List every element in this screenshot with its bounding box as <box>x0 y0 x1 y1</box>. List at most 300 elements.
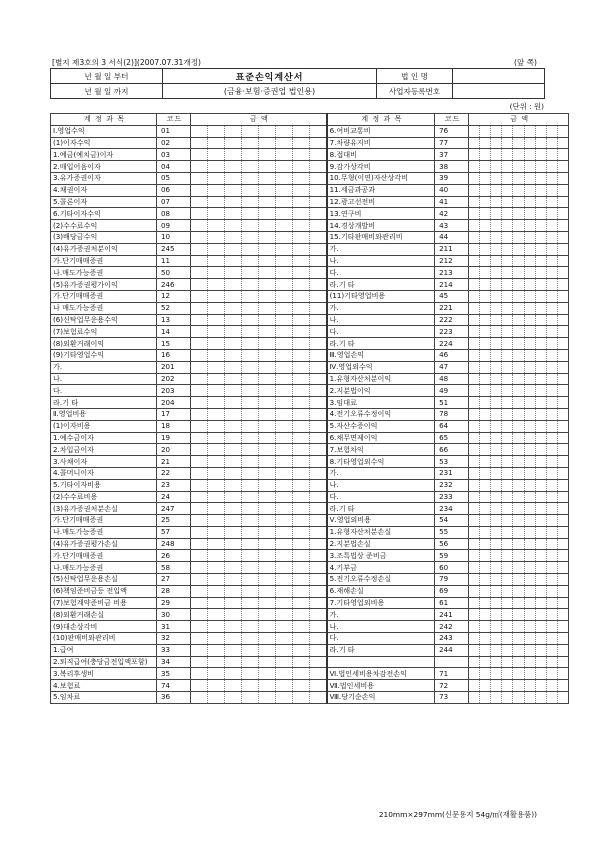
right-amount-cell[interactable] <box>480 361 491 373</box>
left-amount-cell[interactable] <box>208 692 225 704</box>
left-amount-cell[interactable] <box>259 538 276 550</box>
left-amount-cell[interactable] <box>310 644 327 656</box>
right-amount-cell[interactable] <box>480 621 491 633</box>
left-amount-cell[interactable] <box>310 279 327 291</box>
left-amount-cell[interactable] <box>276 231 293 243</box>
right-amount-cell[interactable] <box>491 184 502 196</box>
right-amount-cell[interactable] <box>491 338 502 350</box>
left-amount-cell[interactable] <box>225 184 242 196</box>
left-amount-cell[interactable] <box>208 621 225 633</box>
right-amount-cell[interactable] <box>546 338 557 350</box>
left-amount-cell[interactable] <box>242 621 259 633</box>
left-amount-cell[interactable] <box>242 338 259 350</box>
left-amount-cell[interactable] <box>310 125 327 137</box>
right-amount-cell[interactable] <box>546 408 557 420</box>
left-amount-cell[interactable] <box>225 208 242 220</box>
left-amount-cell[interactable] <box>225 621 242 633</box>
left-amount-cell[interactable] <box>191 621 208 633</box>
left-amount-cell[interactable] <box>191 609 208 621</box>
right-amount-cell[interactable] <box>513 538 524 550</box>
right-amount-cell[interactable] <box>535 267 546 279</box>
left-amount-cell[interactable] <box>208 479 225 491</box>
right-amount-cell[interactable] <box>513 633 524 645</box>
right-amount-cell[interactable] <box>546 597 557 609</box>
left-amount-cell[interactable] <box>259 326 276 338</box>
right-amount-cell[interactable] <box>535 196 546 208</box>
right-amount-cell[interactable] <box>502 585 513 597</box>
left-amount-cell[interactable] <box>242 172 259 184</box>
right-amount-cell[interactable] <box>469 491 480 503</box>
right-amount-cell[interactable] <box>513 503 524 515</box>
right-amount-cell[interactable] <box>524 692 535 704</box>
left-amount-cell[interactable] <box>225 279 242 291</box>
left-amount-cell[interactable] <box>310 562 327 574</box>
left-amount-cell[interactable] <box>191 302 208 314</box>
left-amount-cell[interactable] <box>293 668 310 680</box>
right-amount-cell[interactable] <box>480 609 491 621</box>
left-amount-cell[interactable] <box>225 550 242 562</box>
left-amount-cell[interactable] <box>191 161 208 173</box>
right-amount-cell[interactable] <box>491 172 502 184</box>
left-amount-cell[interactable] <box>276 302 293 314</box>
right-amount-cell[interactable] <box>557 526 568 538</box>
right-amount-cell[interactable] <box>557 361 568 373</box>
left-amount-cell[interactable] <box>310 597 327 609</box>
right-amount-cell[interactable] <box>546 609 557 621</box>
right-amount-cell[interactable] <box>535 432 546 444</box>
right-amount-cell[interactable] <box>546 279 557 291</box>
right-amount-cell[interactable] <box>524 621 535 633</box>
right-amount-cell[interactable] <box>491 467 502 479</box>
left-amount-cell[interactable] <box>259 149 276 161</box>
left-amount-cell[interactable] <box>225 172 242 184</box>
right-amount-cell[interactable] <box>469 361 480 373</box>
right-amount-cell[interactable] <box>480 644 491 656</box>
right-amount-cell[interactable] <box>491 456 502 468</box>
left-amount-cell[interactable] <box>225 385 242 397</box>
right-amount-cell[interactable] <box>502 243 513 255</box>
right-amount-cell[interactable] <box>557 267 568 279</box>
right-amount-cell[interactable] <box>524 196 535 208</box>
right-amount-cell[interactable] <box>502 326 513 338</box>
right-amount-cell[interactable] <box>557 231 568 243</box>
right-amount-cell[interactable] <box>557 290 568 302</box>
right-amount-cell[interactable] <box>480 243 491 255</box>
right-amount-cell[interactable] <box>491 621 502 633</box>
left-amount-cell[interactable] <box>259 503 276 515</box>
right-amount-cell[interactable] <box>491 538 502 550</box>
right-amount-cell[interactable] <box>469 125 480 137</box>
right-amount-cell[interactable] <box>535 255 546 267</box>
right-amount-cell[interactable] <box>502 644 513 656</box>
left-amount-cell[interactable] <box>191 231 208 243</box>
right-amount-cell[interactable] <box>480 208 491 220</box>
right-amount-cell[interactable] <box>502 220 513 232</box>
left-amount-cell[interactable] <box>225 585 242 597</box>
right-amount-cell[interactable] <box>469 644 480 656</box>
left-amount-cell[interactable] <box>191 432 208 444</box>
left-amount-cell[interactable] <box>310 621 327 633</box>
left-amount-cell[interactable] <box>208 467 225 479</box>
left-amount-cell[interactable] <box>259 668 276 680</box>
right-amount-cell[interactable] <box>480 692 491 704</box>
left-amount-cell[interactable] <box>208 161 225 173</box>
right-amount-cell[interactable] <box>535 385 546 397</box>
right-amount-cell[interactable] <box>480 184 491 196</box>
left-amount-cell[interactable] <box>242 656 259 668</box>
right-amount-cell[interactable] <box>524 302 535 314</box>
right-amount-cell[interactable] <box>502 538 513 550</box>
right-amount-cell[interactable] <box>524 290 535 302</box>
right-amount-cell[interactable] <box>557 538 568 550</box>
left-amount-cell[interactable] <box>293 444 310 456</box>
right-amount-cell[interactable] <box>469 385 480 397</box>
right-amount-cell[interactable] <box>546 397 557 409</box>
left-amount-cell[interactable] <box>276 243 293 255</box>
right-amount-cell[interactable] <box>491 526 502 538</box>
left-amount-cell[interactable] <box>191 184 208 196</box>
right-amount-cell[interactable] <box>557 656 568 668</box>
right-amount-cell[interactable] <box>502 515 513 527</box>
left-amount-cell[interactable] <box>310 467 327 479</box>
right-amount-cell[interactable] <box>524 420 535 432</box>
left-amount-cell[interactable] <box>276 125 293 137</box>
right-amount-cell[interactable] <box>546 444 557 456</box>
left-amount-cell[interactable] <box>293 314 310 326</box>
right-amount-cell[interactable] <box>557 172 568 184</box>
right-amount-cell[interactable] <box>524 633 535 645</box>
left-amount-cell[interactable] <box>191 243 208 255</box>
left-amount-cell[interactable] <box>293 208 310 220</box>
right-amount-cell[interactable] <box>502 125 513 137</box>
left-amount-cell[interactable] <box>310 137 327 149</box>
right-amount-cell[interactable] <box>546 692 557 704</box>
right-amount-cell[interactable] <box>557 597 568 609</box>
right-amount-cell[interactable] <box>502 184 513 196</box>
right-amount-cell[interactable] <box>513 161 524 173</box>
right-amount-cell[interactable] <box>469 585 480 597</box>
left-amount-cell[interactable] <box>310 538 327 550</box>
right-amount-cell[interactable] <box>546 432 557 444</box>
right-amount-cell[interactable] <box>513 585 524 597</box>
left-amount-cell[interactable] <box>276 656 293 668</box>
right-amount-cell[interactable] <box>469 302 480 314</box>
right-amount-cell[interactable] <box>491 361 502 373</box>
left-amount-cell[interactable] <box>310 290 327 302</box>
right-amount-cell[interactable] <box>491 432 502 444</box>
right-amount-cell[interactable] <box>546 290 557 302</box>
left-amount-cell[interactable] <box>259 550 276 562</box>
left-amount-cell[interactable] <box>259 361 276 373</box>
left-amount-cell[interactable] <box>276 326 293 338</box>
right-amount-cell[interactable] <box>546 220 557 232</box>
left-amount-cell[interactable] <box>259 526 276 538</box>
right-amount-cell[interactable] <box>524 585 535 597</box>
left-amount-cell[interactable] <box>310 479 327 491</box>
left-amount-cell[interactable] <box>310 373 327 385</box>
left-amount-cell[interactable] <box>225 538 242 550</box>
right-amount-cell[interactable] <box>535 503 546 515</box>
right-amount-cell[interactable] <box>480 656 491 668</box>
left-amount-cell[interactable] <box>293 585 310 597</box>
right-amount-cell[interactable] <box>557 349 568 361</box>
right-amount-cell[interactable] <box>491 373 502 385</box>
right-amount-cell[interactable] <box>557 621 568 633</box>
right-amount-cell[interactable] <box>469 550 480 562</box>
right-amount-cell[interactable] <box>546 231 557 243</box>
right-amount-cell[interactable] <box>491 680 502 692</box>
left-amount-cell[interactable] <box>293 255 310 267</box>
left-amount-cell[interactable] <box>293 562 310 574</box>
left-amount-cell[interactable] <box>225 255 242 267</box>
right-amount-cell[interactable] <box>546 479 557 491</box>
right-amount-cell[interactable] <box>524 338 535 350</box>
left-amount-cell[interactable] <box>208 491 225 503</box>
left-amount-cell[interactable] <box>208 397 225 409</box>
right-amount-cell[interactable] <box>502 609 513 621</box>
right-amount-cell[interactable] <box>469 467 480 479</box>
left-amount-cell[interactable] <box>191 467 208 479</box>
right-amount-cell[interactable] <box>513 196 524 208</box>
left-amount-cell[interactable] <box>208 326 225 338</box>
left-amount-cell[interactable] <box>259 208 276 220</box>
right-amount-cell[interactable] <box>513 491 524 503</box>
right-amount-cell[interactable] <box>557 184 568 196</box>
right-amount-cell[interactable] <box>535 668 546 680</box>
left-amount-cell[interactable] <box>310 444 327 456</box>
right-amount-cell[interactable] <box>480 562 491 574</box>
right-amount-cell[interactable] <box>480 314 491 326</box>
right-amount-cell[interactable] <box>557 680 568 692</box>
right-amount-cell[interactable] <box>535 456 546 468</box>
left-amount-cell[interactable] <box>310 420 327 432</box>
right-amount-cell[interactable] <box>546 302 557 314</box>
right-amount-cell[interactable] <box>557 444 568 456</box>
left-amount-cell[interactable] <box>293 184 310 196</box>
right-amount-cell[interactable] <box>546 656 557 668</box>
left-amount-cell[interactable] <box>259 196 276 208</box>
right-amount-cell[interactable] <box>480 456 491 468</box>
left-amount-cell[interactable] <box>276 161 293 173</box>
right-amount-cell[interactable] <box>546 196 557 208</box>
left-amount-cell[interactable] <box>310 503 327 515</box>
right-amount-cell[interactable] <box>491 408 502 420</box>
left-amount-cell[interactable] <box>242 538 259 550</box>
left-amount-cell[interactable] <box>293 432 310 444</box>
right-amount-cell[interactable] <box>513 692 524 704</box>
left-amount-cell[interactable] <box>208 456 225 468</box>
left-amount-cell[interactable] <box>242 680 259 692</box>
right-amount-cell[interactable] <box>535 680 546 692</box>
right-amount-cell[interactable] <box>546 515 557 527</box>
left-amount-cell[interactable] <box>310 385 327 397</box>
right-amount-cell[interactable] <box>557 397 568 409</box>
right-amount-cell[interactable] <box>513 231 524 243</box>
left-amount-cell[interactable] <box>191 255 208 267</box>
left-amount-cell[interactable] <box>225 361 242 373</box>
right-amount-cell[interactable] <box>491 279 502 291</box>
left-amount-cell[interactable] <box>225 349 242 361</box>
right-amount-cell[interactable] <box>513 609 524 621</box>
right-amount-cell[interactable] <box>491 420 502 432</box>
right-amount-cell[interactable] <box>557 515 568 527</box>
left-amount-cell[interactable] <box>208 125 225 137</box>
right-amount-cell[interactable] <box>491 550 502 562</box>
right-amount-cell[interactable] <box>491 444 502 456</box>
left-amount-cell[interactable] <box>259 279 276 291</box>
right-amount-cell[interactable] <box>502 597 513 609</box>
right-amount-cell[interactable] <box>535 338 546 350</box>
left-amount-cell[interactable] <box>242 550 259 562</box>
left-amount-cell[interactable] <box>259 290 276 302</box>
right-amount-cell[interactable] <box>502 137 513 149</box>
right-amount-cell[interactable] <box>513 220 524 232</box>
left-amount-cell[interactable] <box>293 137 310 149</box>
left-amount-cell[interactable] <box>310 196 327 208</box>
right-amount-cell[interactable] <box>469 633 480 645</box>
left-amount-cell[interactable] <box>208 385 225 397</box>
right-amount-cell[interactable] <box>480 408 491 420</box>
left-amount-cell[interactable] <box>191 137 208 149</box>
right-amount-cell[interactable] <box>557 279 568 291</box>
right-amount-cell[interactable] <box>557 255 568 267</box>
right-amount-cell[interactable] <box>469 255 480 267</box>
left-amount-cell[interactable] <box>310 231 327 243</box>
left-amount-cell[interactable] <box>293 196 310 208</box>
left-amount-cell[interactable] <box>293 574 310 586</box>
left-amount-cell[interactable] <box>259 574 276 586</box>
right-amount-cell[interactable] <box>469 668 480 680</box>
right-amount-cell[interactable] <box>557 243 568 255</box>
left-amount-cell[interactable] <box>242 196 259 208</box>
left-amount-cell[interactable] <box>293 338 310 350</box>
right-amount-cell[interactable] <box>557 491 568 503</box>
left-amount-cell[interactable] <box>191 279 208 291</box>
right-amount-cell[interactable] <box>480 503 491 515</box>
left-amount-cell[interactable] <box>225 526 242 538</box>
left-amount-cell[interactable] <box>225 515 242 527</box>
left-amount-cell[interactable] <box>191 668 208 680</box>
left-amount-cell[interactable] <box>242 361 259 373</box>
left-amount-cell[interactable] <box>225 432 242 444</box>
left-amount-cell[interactable] <box>242 279 259 291</box>
right-amount-cell[interactable] <box>557 314 568 326</box>
right-amount-cell[interactable] <box>469 609 480 621</box>
left-amount-cell[interactable] <box>259 467 276 479</box>
left-amount-cell[interactable] <box>225 420 242 432</box>
left-amount-cell[interactable] <box>208 338 225 350</box>
left-amount-cell[interactable] <box>276 585 293 597</box>
right-amount-cell[interactable] <box>557 456 568 468</box>
left-amount-cell[interactable] <box>259 373 276 385</box>
right-amount-cell[interactable] <box>546 467 557 479</box>
right-amount-cell[interactable] <box>502 290 513 302</box>
right-amount-cell[interactable] <box>557 467 568 479</box>
left-amount-cell[interactable] <box>259 220 276 232</box>
right-amount-cell[interactable] <box>524 255 535 267</box>
left-amount-cell[interactable] <box>276 444 293 456</box>
right-amount-cell[interactable] <box>491 692 502 704</box>
left-amount-cell[interactable] <box>310 585 327 597</box>
right-amount-cell[interactable] <box>557 196 568 208</box>
right-amount-cell[interactable] <box>491 161 502 173</box>
left-amount-cell[interactable] <box>276 479 293 491</box>
left-amount-cell[interactable] <box>242 184 259 196</box>
right-amount-cell[interactable] <box>469 456 480 468</box>
left-amount-cell[interactable] <box>191 574 208 586</box>
biz-number-field[interactable] <box>453 84 545 99</box>
right-amount-cell[interactable] <box>546 184 557 196</box>
right-amount-cell[interactable] <box>535 137 546 149</box>
left-amount-cell[interactable] <box>208 231 225 243</box>
right-amount-cell[interactable] <box>524 538 535 550</box>
right-amount-cell[interactable] <box>502 149 513 161</box>
right-amount-cell[interactable] <box>557 161 568 173</box>
left-amount-cell[interactable] <box>225 491 242 503</box>
right-amount-cell[interactable] <box>535 574 546 586</box>
right-amount-cell[interactable] <box>491 243 502 255</box>
left-amount-cell[interactable] <box>276 397 293 409</box>
left-amount-cell[interactable] <box>293 361 310 373</box>
right-amount-cell[interactable] <box>513 479 524 491</box>
left-amount-cell[interactable] <box>276 373 293 385</box>
left-amount-cell[interactable] <box>276 290 293 302</box>
left-amount-cell[interactable] <box>293 597 310 609</box>
left-amount-cell[interactable] <box>225 137 242 149</box>
left-amount-cell[interactable] <box>276 196 293 208</box>
left-amount-cell[interactable] <box>259 397 276 409</box>
right-amount-cell[interactable] <box>546 574 557 586</box>
left-amount-cell[interactable] <box>259 172 276 184</box>
left-amount-cell[interactable] <box>242 314 259 326</box>
left-amount-cell[interactable] <box>242 668 259 680</box>
right-amount-cell[interactable] <box>469 479 480 491</box>
right-amount-cell[interactable] <box>535 597 546 609</box>
left-amount-cell[interactable] <box>208 526 225 538</box>
left-amount-cell[interactable] <box>259 692 276 704</box>
right-amount-cell[interactable] <box>546 385 557 397</box>
right-amount-cell[interactable] <box>480 597 491 609</box>
left-amount-cell[interactable] <box>191 314 208 326</box>
left-amount-cell[interactable] <box>242 161 259 173</box>
right-amount-cell[interactable] <box>491 385 502 397</box>
left-amount-cell[interactable] <box>276 267 293 279</box>
left-amount-cell[interactable] <box>208 208 225 220</box>
right-amount-cell[interactable] <box>469 692 480 704</box>
right-amount-cell[interactable] <box>513 420 524 432</box>
left-amount-cell[interactable] <box>225 149 242 161</box>
right-amount-cell[interactable] <box>524 574 535 586</box>
left-amount-cell[interactable] <box>276 184 293 196</box>
right-amount-cell[interactable] <box>535 397 546 409</box>
right-amount-cell[interactable] <box>502 432 513 444</box>
right-amount-cell[interactable] <box>480 585 491 597</box>
right-amount-cell[interactable] <box>513 338 524 350</box>
right-amount-cell[interactable] <box>546 538 557 550</box>
right-amount-cell[interactable] <box>480 373 491 385</box>
right-amount-cell[interactable] <box>524 668 535 680</box>
right-amount-cell[interactable] <box>535 515 546 527</box>
left-amount-cell[interactable] <box>208 137 225 149</box>
right-amount-cell[interactable] <box>480 196 491 208</box>
right-amount-cell[interactable] <box>524 243 535 255</box>
left-amount-cell[interactable] <box>242 526 259 538</box>
left-amount-cell[interactable] <box>208 680 225 692</box>
left-amount-cell[interactable] <box>225 574 242 586</box>
right-amount-cell[interactable] <box>557 432 568 444</box>
left-amount-cell[interactable] <box>242 125 259 137</box>
right-amount-cell[interactable] <box>480 220 491 232</box>
